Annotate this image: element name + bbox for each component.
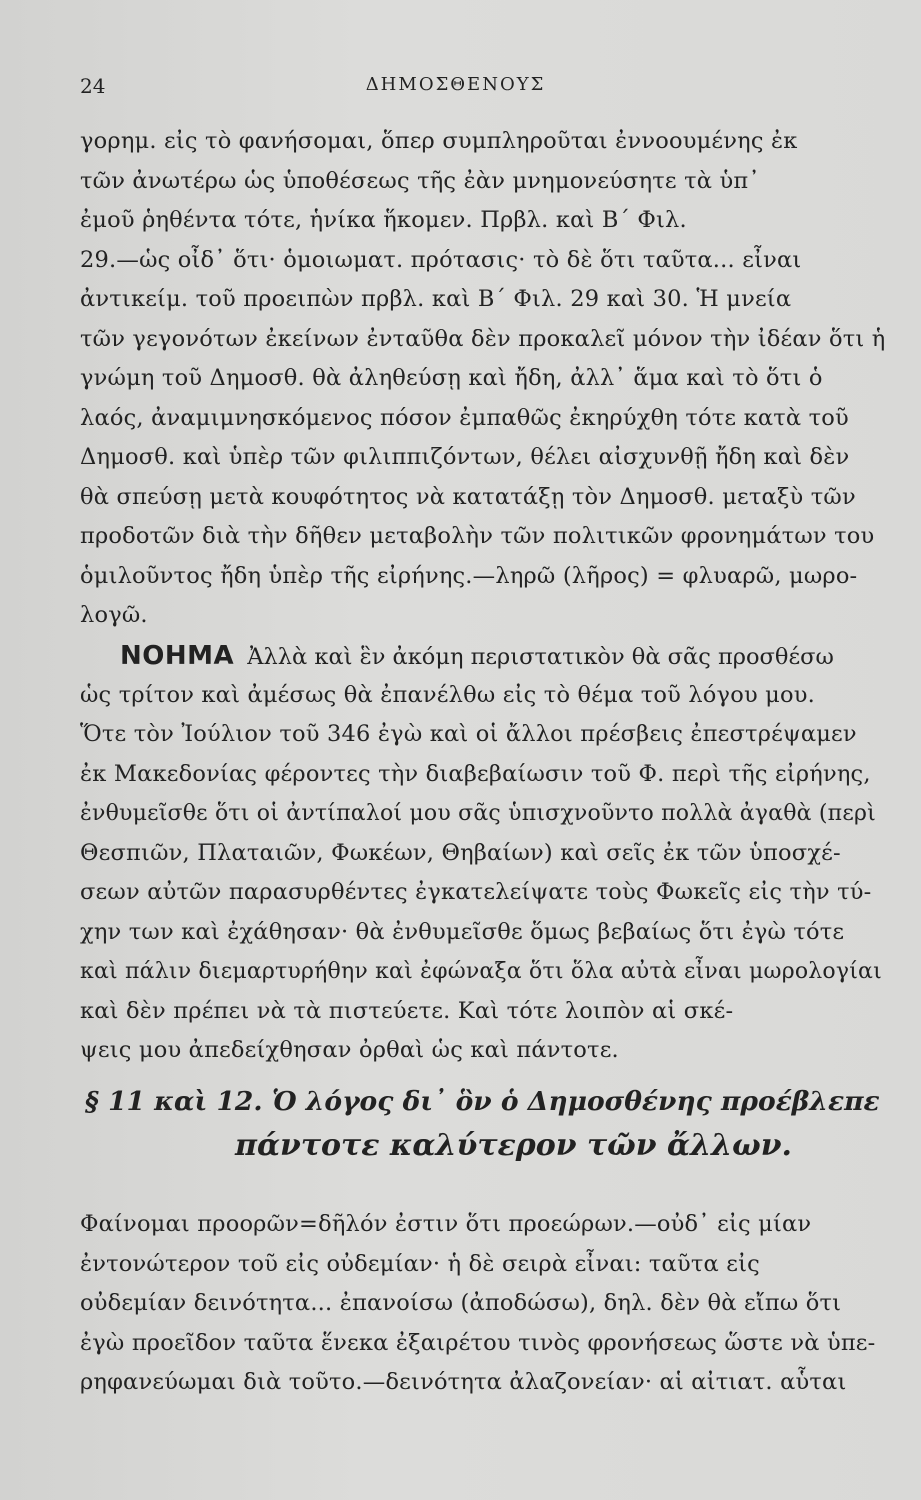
text-line: χην των καὶ ἐχάθησαν· θὰ ἐνθυμεῖσθε ὅμως βεβαίως ὅτι ἐγὼ τότε: [80, 918, 845, 945]
text-line: προδοτῶν διὰ τὴν δῆθεν μεταβολὴν τῶν πολιτικῶν φρονημάτων του: [80, 523, 875, 549]
text-line: ἐμοῦ ῥηθέντα τότε, ἡνίκα ἥκομεν. Πρβλ. καὶ Β΄ Φιλ.: [80, 207, 687, 233]
text-line: ψεις μου ἀπεδείχθησαν ὀρθαὶ ὡς καὶ πάντοτε.: [80, 1037, 619, 1063]
commentary-paragraph: [80, 122, 886, 1071]
text-line: γορημ. εἰς τὸ φανήσομαι, ὅπερ συμπληροῦται ἐννοουμένης ἐκ: [80, 128, 798, 154]
running-head: [80, 74, 881, 104]
section-heading: [85, 1080, 885, 1168]
running-title: ΔΗΜΟΣΘΕΝΟΥΣ: [365, 74, 546, 95]
text-line: θὰ σπεύσῃ μετὰ κουφότητος νὰ κατατάξῃ τὸν Δημοσθ. μεταξὺ τῶν: [80, 483, 856, 510]
text-line: τῶν ἀνωτέρω ὡς ὑποθέσεως τῆς ἐὰν μνημονεύσητε τὰ ὑπ᾽: [80, 167, 760, 194]
text-line: Φαίνομαι προορῶν=δῆλόν ἐστιν ὅτι προεώρων.—οὐδ᾽ εἰς μίαν: [80, 1211, 812, 1237]
text-line: ἐκ Μακεδονίας φέροντες τὴν διαβεβαίωσιν τοῦ Φ. περὶ τῆς εἰρήνης,: [80, 760, 871, 787]
text-line: τῶν γεγονότων ἐκείνων ἐνταῦθα δὲν προκαλεῖ μόνον τὴν ἰδέαν ὅτι ἡ: [80, 325, 886, 352]
text-line: λογῶ.: [80, 602, 148, 628]
text-line: ἀντικείμ. τοῦ προειπὼν πρβλ. καὶ Β΄ Φιλ. 29 καὶ 30. Ἡ μνεία: [80, 286, 792, 312]
text-line: ἐντονώτερον τοῦ εἰς οὐδεμίαν· ἡ δὲ σειρὰ εἶναι: ταῦτα εἰς: [80, 1250, 760, 1277]
text-line: λαός, ἀναμιμνησκόμενος πόσον ἐμπαθῶς ἐκηρύχθη τότε κατὰ τοῦ: [80, 404, 849, 431]
section-heading-line: § 11 καὶ 12. Ὁ λόγος δι᾽ ὃν ὁ Δημοσθένης προέβλεπε: [85, 1086, 880, 1117]
text-line: Ὅτε τὸν Ἰούλιον τοῦ 346 ἐγὼ καὶ οἱ ἄλλοι πρέσβεις ἐπεστρέψαμεν: [80, 721, 857, 747]
commentary-paragraph: [80, 1205, 886, 1403]
text-line: καὶ πάλιν διεμαρτυρήθην καὶ ἐφώναξα ὅτι ὅλα αὐτὰ εἶναι μωρολογίαι: [80, 959, 882, 984]
text-line: ὡς τρίτον καὶ ἀμέσως θὰ ἐπανέλθω εἰς τὸ θέμα τοῦ λόγου μου.: [80, 681, 815, 708]
text-line: Ἀλλὰ καὶ ἓν ἀκόμη περιστατικὸν θὰ σᾶς προσθέσω: [247, 643, 834, 670]
text-line: οὐδεμίαν δεινότητα... ἐπανοίσω (ἀποδώσω), δηλ. δὲν θὰ εἴπω ὅτι: [80, 1290, 842, 1316]
section-heading-line: πάντοτε καλύτερον τῶν ἄλλων.: [235, 1128, 792, 1163]
page-number: 24: [80, 74, 106, 98]
text-line: ρηφανεύωμαι διὰ τοῦτο.—δεινότητα ἀλαζονείαν· αἱ αἰτιατ. αὗται: [80, 1369, 847, 1395]
text-line: ἐγὼ προεῖδον ταῦτα ἕνεκα ἐξαιρέτου τινὸς φρονήσεως ὥστε νὰ ὑπε-: [80, 1329, 876, 1356]
text-line: σεων αὐτῶν παρασυρθέντες ἐγκατελείψατε τοὺς Φωκεῖς εἰς τὴν τύ-: [80, 879, 872, 905]
text-line: καὶ δὲν πρέπει νὰ τὰ πιστεύετε. Καὶ τότε λοιπὸν αἱ σκέ-: [80, 997, 734, 1024]
text-line: Δημοσθ. καὶ ὑπὲρ τῶν φιλιππιζόντων, θέλει αἰσχυνθῇ ἤδη καὶ δὲν: [80, 444, 850, 470]
noima-label: ΝΟΗΜΑ: [120, 640, 235, 671]
text-line: Θεσπιῶν, Πλαταιῶν, Φωκέων, Θηβαίων) καὶ σεῖς ἐκ τῶν ὑποσχέ-: [80, 839, 841, 866]
text-line: 29.—ὡς οἶδ᾽ ὅτι· ὁμοιωματ. πρότασις· τὸ δὲ ὅτι ταῦτα... εἶναι: [80, 246, 802, 273]
text-line: ἐνθυμεῖσθε ὅτι οἱ ἀντίπαλοί μου σᾶς ὑπισχνοῦντο πολλὰ ἀγαθὰ (περὶ: [80, 801, 876, 826]
noima-first-line: [80, 636, 886, 676]
text-line: γνώμη τοῦ Δημοσθ. θὰ ἀληθεύσῃ καὶ ἤδη, ἀλλ᾽ ἅμα καὶ τὸ ὅτι ὁ: [80, 365, 823, 391]
text-line: ὁμιλοῦντος ἤδη ὑπὲρ τῆς εἰρήνης.—ληρῶ (λῆρος) = φλυαρῶ, μωρο-: [80, 562, 858, 589]
